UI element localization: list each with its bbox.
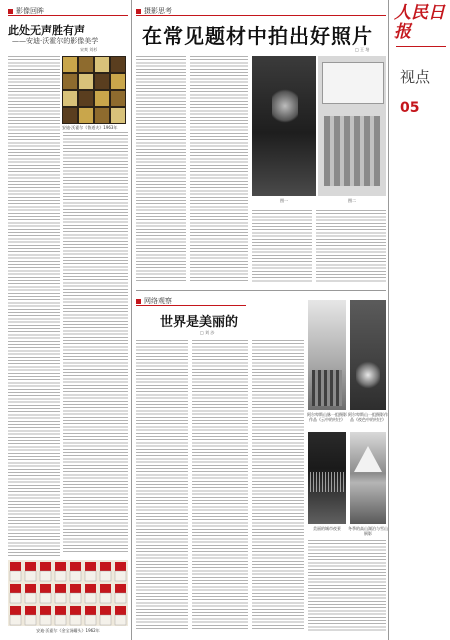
soup-can-label-bottom bbox=[115, 571, 126, 581]
bottom-text-col-4 bbox=[308, 540, 386, 632]
soup-can-label-bottom bbox=[70, 615, 81, 625]
soup-can-label-top bbox=[10, 606, 21, 615]
photo-highlight bbox=[272, 86, 298, 126]
photo-foggy-village bbox=[308, 300, 346, 410]
photo-window bbox=[322, 62, 384, 104]
artwork-tile bbox=[63, 57, 77, 72]
photo-caption-2: 阿尔卑斯山一组摄影作品《夜色中的村庄》 bbox=[348, 412, 388, 422]
photo-night-village bbox=[350, 300, 386, 410]
artwork-tile bbox=[95, 57, 109, 72]
soup-can-label-top bbox=[25, 584, 36, 593]
soup-can-label-bottom bbox=[25, 593, 36, 603]
soup-can-label-bottom bbox=[10, 571, 21, 581]
left-article-byline: 宋爽 刘杉 bbox=[80, 47, 98, 52]
left-section-rule bbox=[8, 15, 128, 16]
soup-cans-grid bbox=[8, 560, 128, 626]
soup-can-label-top bbox=[55, 584, 66, 593]
soup-can-label-top bbox=[100, 606, 111, 615]
masthead bbox=[392, 0, 450, 170]
left-body-text-a bbox=[8, 56, 60, 556]
artwork-tile bbox=[79, 74, 93, 89]
artwork-tile bbox=[111, 108, 125, 123]
artwork-tile bbox=[79, 57, 93, 72]
bottom-section-label: 网络观察 bbox=[136, 296, 172, 306]
soup-can-label-top bbox=[115, 584, 126, 593]
logo-underline bbox=[396, 46, 446, 47]
photo-trees bbox=[312, 370, 342, 406]
soup-can-label-top bbox=[40, 584, 51, 593]
photo-mountain-lake bbox=[350, 432, 386, 524]
section-marker bbox=[136, 299, 141, 304]
feature-photo-dark bbox=[252, 56, 316, 196]
artwork-tile bbox=[95, 108, 109, 123]
soup-can-label-bottom bbox=[25, 615, 36, 625]
feature-photo-classroom bbox=[318, 56, 386, 196]
soup-can-label-top bbox=[70, 562, 81, 571]
artwork-tile bbox=[63, 91, 77, 106]
soup-can-label-bottom bbox=[100, 593, 111, 603]
section-marker bbox=[136, 9, 141, 14]
artwork-tile bbox=[95, 74, 109, 89]
artwork-tile bbox=[111, 57, 125, 72]
feature-caption-1: 图二 bbox=[348, 198, 356, 203]
soup-can-label-top bbox=[85, 606, 96, 615]
photo-lights bbox=[356, 360, 380, 390]
soup-can-label-top bbox=[85, 584, 96, 593]
artwork-tile bbox=[79, 91, 93, 106]
artwork-tile bbox=[63, 74, 77, 89]
soup-can-label-bottom bbox=[25, 571, 36, 581]
artwork-tile bbox=[111, 74, 125, 89]
soup-can-label-top bbox=[70, 584, 81, 593]
soup-can-label-top bbox=[100, 584, 111, 593]
bottom-headline: 世界是美丽的 bbox=[160, 315, 239, 330]
soup-can-label-top bbox=[25, 562, 36, 571]
soup-can-label-bottom bbox=[115, 593, 126, 603]
soup-can-label-bottom bbox=[40, 615, 51, 625]
soup-can-label-bottom bbox=[70, 571, 81, 581]
feature-headline: 在常见题材中拍出好照片 bbox=[142, 24, 373, 48]
section-marker bbox=[8, 9, 13, 14]
soup-can-label-bottom bbox=[85, 571, 96, 581]
soup-can-label-bottom bbox=[85, 593, 96, 603]
soup-can-label-top bbox=[100, 562, 111, 571]
left-section-label: 影像回眸 bbox=[8, 6, 44, 16]
photo-city-lights bbox=[310, 472, 344, 492]
soup-can-label-top bbox=[115, 606, 126, 615]
left-article-subtitle: ——安迪·沃霍尔的影像美学 bbox=[12, 37, 99, 45]
artwork-tile bbox=[95, 91, 109, 106]
soup-can-label-bottom bbox=[40, 571, 51, 581]
soup-can-label-bottom bbox=[70, 593, 81, 603]
photo-caption-1: 阿尔卑斯山脉一组摄影作品《云中的村庄》 bbox=[307, 412, 347, 422]
photo-caption-3: 美丽的城市夜景 bbox=[313, 526, 341, 531]
bottom-text-col-2 bbox=[192, 340, 248, 630]
feature-text-col-2 bbox=[190, 56, 248, 282]
column-divider-left bbox=[131, 0, 132, 640]
soup-can-label-top bbox=[115, 562, 126, 571]
bottom-byline: □ 刘 沙 bbox=[200, 330, 215, 335]
artwork-tile bbox=[79, 108, 93, 123]
soup-cans-caption: 安迪·沃霍尔《金宝汤罐头》1962年 bbox=[36, 628, 100, 633]
soup-can-label-bottom bbox=[100, 571, 111, 581]
soup-cans-photo bbox=[8, 560, 128, 626]
soup-can-label-bottom bbox=[85, 615, 96, 625]
bottom-section-rule bbox=[136, 305, 246, 306]
soup-can-label-top bbox=[85, 562, 96, 571]
soup-can-label-top bbox=[10, 562, 21, 571]
artwork-tile bbox=[63, 108, 77, 123]
soup-can-label-bottom bbox=[100, 615, 111, 625]
soup-can-label-bottom bbox=[40, 593, 51, 603]
soup-can-label-top bbox=[25, 606, 36, 615]
left-article-title: 此处无声胜有声 bbox=[8, 24, 85, 37]
masthead-divider bbox=[388, 0, 389, 640]
soup-can-label-bottom bbox=[55, 615, 66, 625]
feature-text-col-4 bbox=[316, 210, 386, 282]
soup-can-label-bottom bbox=[10, 593, 21, 603]
bottom-text-col-1 bbox=[136, 340, 188, 630]
soup-can-label-bottom bbox=[10, 615, 21, 625]
soup-can-label-top bbox=[10, 584, 21, 593]
warhol-artwork-photo bbox=[62, 56, 126, 124]
photo-city-night bbox=[308, 432, 346, 524]
feature-text-col-3 bbox=[252, 210, 312, 282]
soup-can-label-bottom bbox=[55, 571, 66, 581]
soup-can-label-bottom bbox=[55, 593, 66, 603]
soup-can-label-top bbox=[55, 606, 66, 615]
soup-can-label-top bbox=[70, 606, 81, 615]
newspaper-logo: 人民日报 bbox=[394, 3, 445, 42]
bottom-top-rule bbox=[136, 290, 386, 291]
feature-byline: □ 王 培 bbox=[355, 47, 370, 52]
artwork-tile bbox=[111, 91, 125, 106]
feature-caption-2: 图一 bbox=[280, 198, 288, 203]
soup-can-label-top bbox=[40, 562, 51, 571]
photo-figures bbox=[324, 116, 380, 186]
bottom-text-col-3 bbox=[252, 340, 304, 630]
soup-can-label-top bbox=[40, 606, 51, 615]
feature-section-label: 摄影思考 bbox=[136, 6, 172, 16]
photo-caption-4: 冬季的高山湖泊与雪山倒影 bbox=[348, 526, 388, 536]
soup-can-label-bottom bbox=[115, 615, 126, 625]
feature-section-rule bbox=[136, 15, 386, 16]
page-number: 05 bbox=[400, 100, 420, 116]
soup-can-label-top bbox=[55, 562, 66, 571]
feature-text-col-1 bbox=[136, 56, 186, 282]
warhol-photo-caption: 安迪·沃霍尔《鲁道夫》1963年 bbox=[62, 125, 118, 130]
section-title: 视点 bbox=[400, 68, 431, 86]
artwork-grid bbox=[62, 56, 126, 124]
left-body-text-b bbox=[63, 132, 128, 552]
photo-peak bbox=[354, 446, 382, 472]
